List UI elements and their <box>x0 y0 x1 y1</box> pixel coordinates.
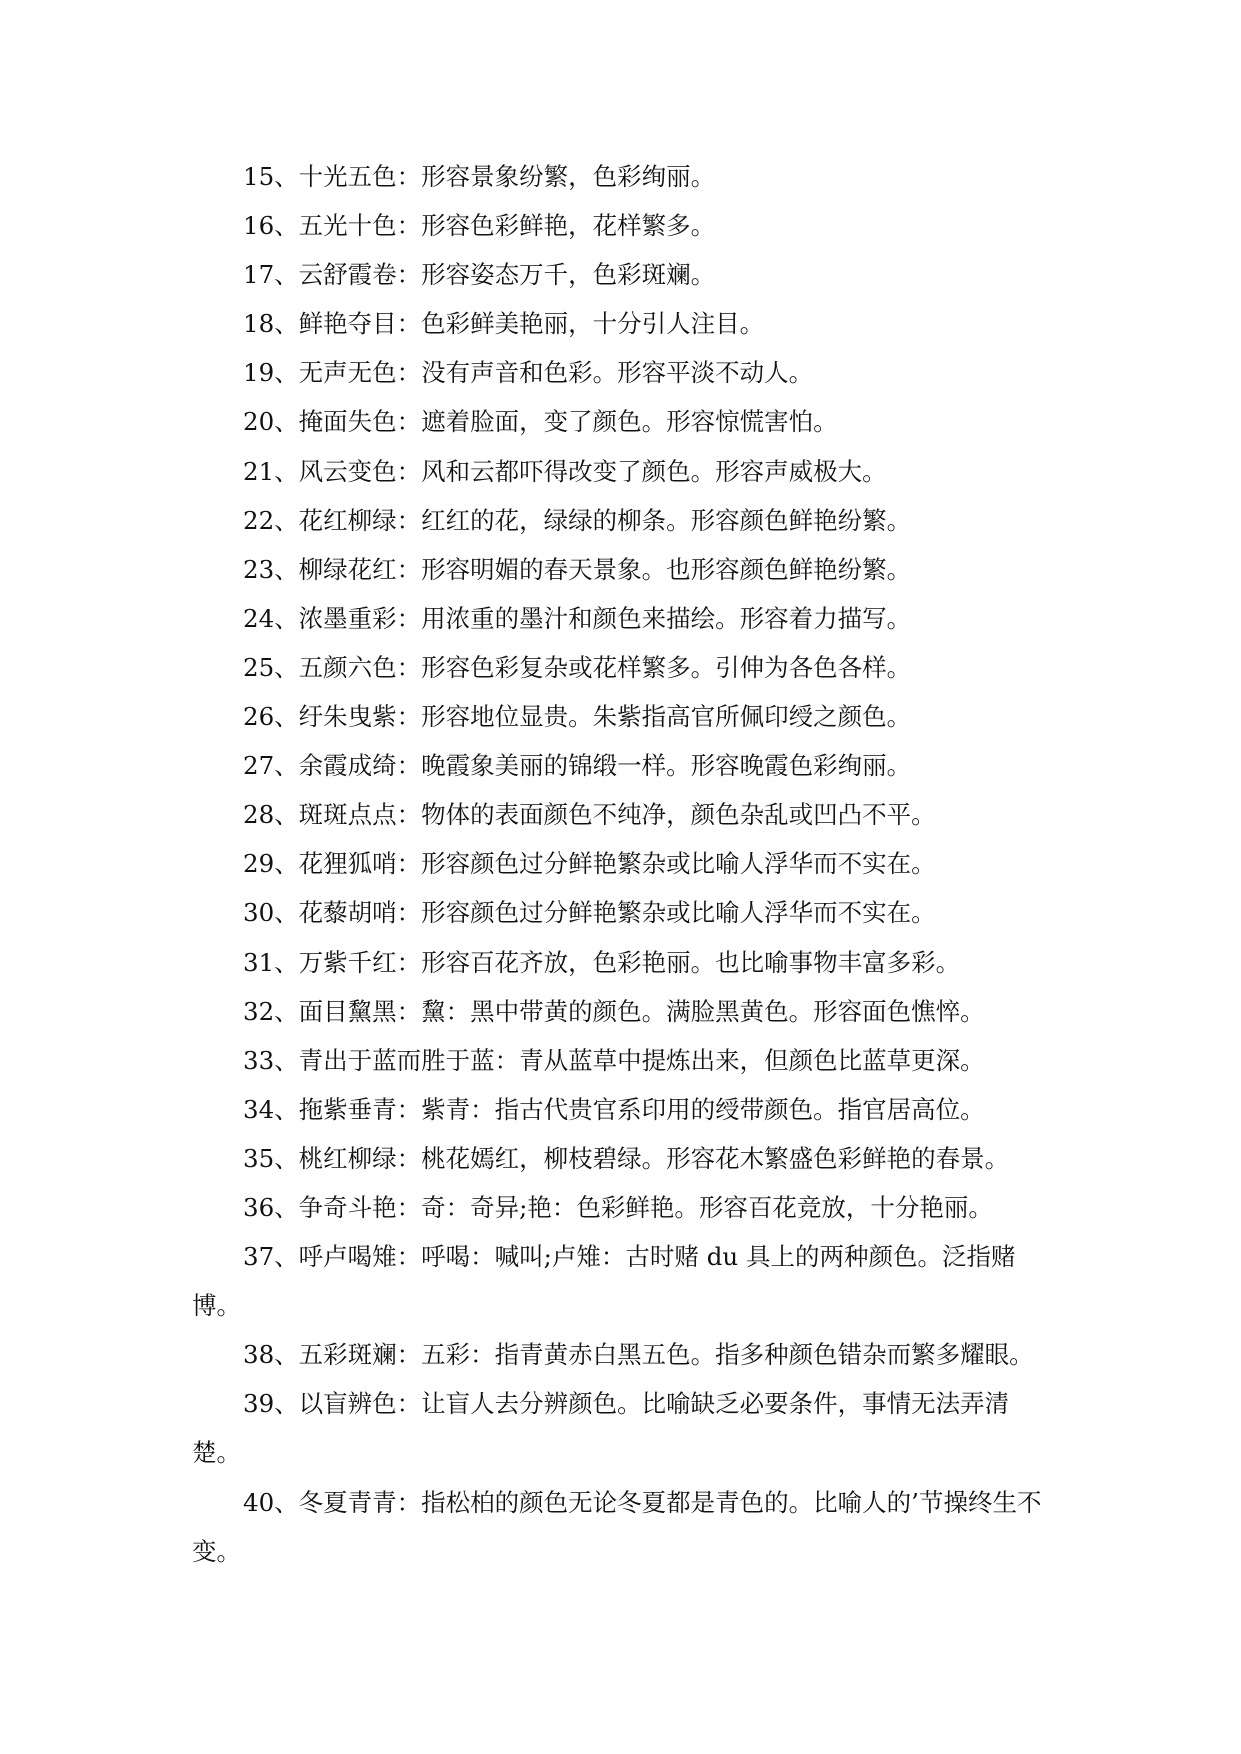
list-item-text: 15、十光五色：形容景象纷繁，色彩绚丽。 <box>243 162 716 191</box>
list-item <box>192 594 1072 643</box>
list-item <box>192 987 1072 1036</box>
list-item <box>192 1085 1072 1134</box>
list-item-text: 37、呼卢喝雉：呼喝：喊叫;卢雉：古时赌 du 具上的两种颜色。泛指赌 <box>243 1242 1016 1272</box>
list-item <box>192 741 1072 790</box>
list-item <box>192 152 1072 201</box>
list-item-text: 36、争奇斗艳：奇：奇异;艳：色彩鲜艳。形容百花竞放，十分艳丽。 <box>243 1192 993 1222</box>
list-item-text: 20、掩面失色：遮着脸面，变了颜色。形容惊慌害怕。 <box>243 407 838 437</box>
list-item <box>192 643 1072 692</box>
list-item <box>192 1183 1072 1232</box>
list-item-text: 25、五颜六色：形容色彩复杂或花样繁多。引伸为各色各样。 <box>243 652 912 682</box>
list-item-text: 33、青出于蓝而胜于蓝：青从蓝草中提炼出来，但颜色比蓝草更深。 <box>243 1045 985 1075</box>
list-item-text: 40、冬夏青青：指松柏的颜色无论冬夏都是青色的。比喻人的’节操终生不 <box>243 1487 1042 1517</box>
list-item-text: 24、浓墨重彩：用浓重的墨汁和颜色来描绘。形容着力描写。 <box>243 603 912 633</box>
list-item <box>192 299 1072 348</box>
list-item <box>192 348 1072 397</box>
list-item-text: 29、花狸狐哨：形容颜色过分鲜艳繁杂或比喻人浮华而不实在。 <box>243 849 936 879</box>
list-item <box>192 496 1072 545</box>
list-item-text: 32、面目黧黑：黧：黑中带黄的颜色。满脸黑黄色。形容面色憔悴。 <box>243 996 985 1026</box>
list-item <box>192 447 1072 496</box>
idiom-list <box>192 152 1072 1576</box>
list-item-text: 31、万紫千红：形容百花齐放，色彩艳丽。也比喻事物丰富多彩。 <box>243 947 961 977</box>
list-item-text: 30、花藜胡哨：形容颜色过分鲜艳繁杂或比喻人浮华而不实在。 <box>243 898 936 928</box>
list-item-text: 26、纡朱曳紫：形容地位显贵。朱紫指高官所佩印绶之颜色。 <box>243 702 912 732</box>
list-item-continuation: 楚。 <box>192 1438 241 1468</box>
list-item <box>192 1232 1072 1330</box>
list-item-text: 27、余霞成绮：晚霞象美丽的锦缎一样。形容晚霞色彩绚丽。 <box>243 751 912 781</box>
list-item-text: 23、柳绿花红：形容明媚的春天景象。也形容颜色鲜艳纷繁。 <box>243 554 912 584</box>
list-item <box>192 692 1072 741</box>
list-item-text: 38、五彩斑斓：五彩：指青黄赤白黑五色。指多种颜色错杂而繁多耀眼。 <box>243 1340 1034 1370</box>
list-item <box>192 790 1072 839</box>
list-item <box>192 201 1072 250</box>
list-item <box>192 888 1072 937</box>
list-item <box>192 545 1072 594</box>
list-item <box>192 1036 1072 1085</box>
list-item-continuation: 变。 <box>192 1536 241 1566</box>
list-item-text: 34、拖紫垂青：紫青：指古代贵官系印用的绶带颜色。指官居高位。 <box>243 1094 985 1124</box>
list-item-text: 39、以盲辨色：让盲人去分辨颜色。比喻缺乏必要条件，事情无法弄清 <box>243 1389 1010 1419</box>
list-item-text: 17、云舒霞卷：形容姿态万千，色彩斑斓。 <box>243 260 716 290</box>
list-item-text: 22、花红柳绿：红红的花，绿绿的柳条。形容颜色鲜艳纷繁。 <box>243 505 912 535</box>
list-item <box>192 1134 1072 1183</box>
list-item <box>192 839 1072 888</box>
list-item-text: 16、五光十色：形容色彩鲜艳，花样繁多。 <box>243 211 716 241</box>
list-item <box>192 1379 1072 1477</box>
list-item-text: 21、风云变色：风和云都吓得改变了颜色。形容声威极大。 <box>243 456 887 486</box>
list-item-text: 19、无声无色：没有声音和色彩。形容平淡不动人。 <box>243 358 814 388</box>
list-item-continuation: 博。 <box>192 1291 241 1321</box>
list-item <box>192 1330 1072 1379</box>
list-item-text: 28、斑斑点点：物体的表面颜色不纯净，颜色杂乱或凹凸不平。 <box>243 800 936 830</box>
list-item <box>192 397 1072 446</box>
list-item <box>192 938 1072 987</box>
list-item <box>192 250 1072 299</box>
list-item-text: 35、桃红柳绿：桃花嫣红，柳枝碧绿。形容花木繁盛色彩鲜艳的春景。 <box>243 1143 1010 1173</box>
list-item-text: 18、鲜艳夺目：色彩鲜美艳丽，十分引人注目。 <box>243 309 765 339</box>
list-item <box>192 1478 1072 1576</box>
